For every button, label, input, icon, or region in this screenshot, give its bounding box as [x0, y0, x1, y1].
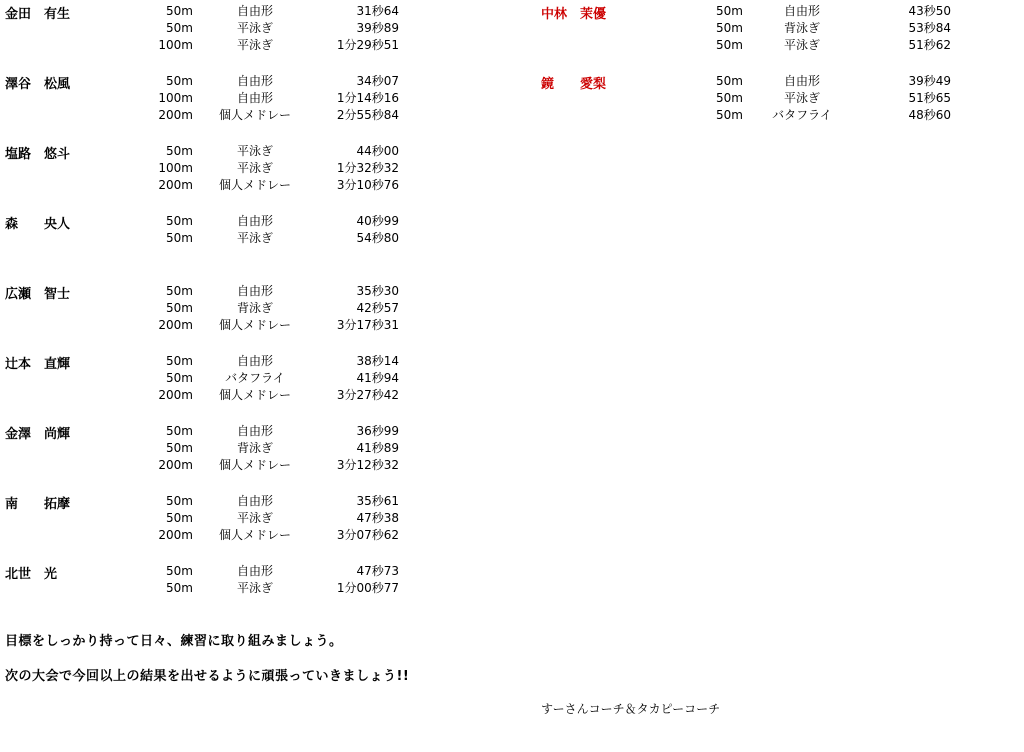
- result-row: [5, 527, 400, 544]
- result-time: 41秒89: [356, 441, 399, 455]
- result-time: 31秒64: [356, 4, 399, 18]
- result-time: 34秒07: [356, 74, 399, 88]
- swimmer-block: [5, 563, 400, 601]
- result-distance: 50m: [716, 4, 743, 18]
- result-distance: 50m: [166, 564, 193, 578]
- result-event: 背泳ぎ: [783, 21, 820, 35]
- swimmer-block: [5, 213, 400, 251]
- result-time: 48秒60: [908, 108, 951, 122]
- result-row: [541, 20, 961, 37]
- result-event: 平泳ぎ: [236, 144, 273, 158]
- result-event: 平泳ぎ: [783, 38, 820, 52]
- swimmer-block: [5, 3, 400, 58]
- result-row: [5, 230, 400, 247]
- coach-signature: すーさんコーチ＆タカピーコーチ: [541, 702, 721, 716]
- result-distance: 50m: [716, 38, 743, 52]
- result-distance: 50m: [166, 74, 193, 88]
- result-event: 自由形: [236, 214, 273, 228]
- result-event: 自由形: [236, 4, 273, 18]
- result-row: [5, 440, 400, 457]
- result-event: 自由形: [236, 284, 273, 298]
- result-distance: 50m: [716, 108, 743, 122]
- result-time: 35秒30: [356, 284, 399, 298]
- result-time: 51秒62: [908, 38, 951, 52]
- result-event: 自由形: [783, 4, 820, 18]
- swimmer-name: 鏡 愛梨: [541, 77, 607, 92]
- result-distance: 50m: [716, 74, 743, 88]
- result-event: 自由形: [236, 424, 273, 438]
- result-event: 自由形: [236, 564, 273, 578]
- result-distance: 50m: [166, 494, 193, 508]
- result-distance: 50m: [166, 371, 193, 385]
- result-event: 平泳ぎ: [236, 231, 273, 245]
- result-time: 43秒50: [908, 4, 951, 18]
- swimmer-block: [541, 73, 961, 128]
- swimmer-block: [5, 493, 400, 548]
- result-distance: 50m: [166, 581, 193, 595]
- result-distance: 200m: [158, 458, 193, 472]
- result-event: 自由形: [236, 494, 273, 508]
- result-time: 1分29秒51: [336, 38, 399, 52]
- result-row: [5, 143, 400, 160]
- result-time: 1分32秒32: [336, 161, 399, 175]
- result-row: [5, 213, 400, 230]
- result-row: [5, 423, 400, 440]
- result-row: [5, 387, 400, 404]
- result-time: 3分27秒42: [336, 388, 399, 402]
- result-event: 個人メドレー: [218, 388, 291, 402]
- result-time: 47秒73: [356, 564, 399, 578]
- result-time: 3分12秒32: [336, 458, 399, 472]
- result-event: 個人メドレー: [218, 318, 291, 332]
- result-distance: 50m: [166, 4, 193, 18]
- result-time: 54秒80: [356, 231, 399, 245]
- result-time: 41秒94: [356, 371, 399, 385]
- result-distance: 100m: [158, 91, 193, 105]
- result-row: [5, 3, 400, 20]
- result-row: [5, 457, 400, 474]
- result-distance: 100m: [158, 161, 193, 175]
- result-row: [5, 90, 400, 107]
- result-event: 個人メドレー: [218, 458, 291, 472]
- result-row: [541, 73, 961, 90]
- result-time: 2分55秒84: [336, 108, 399, 122]
- result-time: 42秒57: [356, 301, 399, 315]
- result-event: 平泳ぎ: [236, 21, 273, 35]
- result-event: 平泳ぎ: [236, 581, 273, 595]
- result-distance: 200m: [158, 108, 193, 122]
- swimmer-name: 辻本 直輝: [5, 357, 71, 372]
- result-time: 1分00秒77: [336, 581, 399, 595]
- result-event: 自由形: [783, 74, 820, 88]
- result-row: [541, 37, 961, 54]
- result-time: 40秒99: [356, 214, 399, 228]
- result-distance: 50m: [166, 144, 193, 158]
- result-time: 38秒14: [356, 354, 399, 368]
- result-row: [5, 160, 400, 177]
- result-event: バタフライ: [772, 108, 832, 122]
- result-distance: 50m: [166, 214, 193, 228]
- result-distance: 50m: [166, 354, 193, 368]
- result-distance: 200m: [158, 178, 193, 192]
- result-event: 個人メドレー: [218, 108, 291, 122]
- result-row: [5, 300, 400, 317]
- result-time: 3分07秒62: [336, 528, 399, 542]
- swimmer-name: 塩路 悠斗: [5, 147, 71, 162]
- result-event: 平泳ぎ: [236, 38, 273, 52]
- result-row: [5, 353, 400, 370]
- result-time: 51秒65: [908, 91, 951, 105]
- result-event: 背泳ぎ: [236, 301, 273, 315]
- result-event: 自由形: [236, 74, 273, 88]
- result-event: 平泳ぎ: [236, 511, 273, 525]
- result-distance: 50m: [166, 301, 193, 315]
- result-distance: 50m: [716, 91, 743, 105]
- result-row: [5, 370, 400, 387]
- result-row: [5, 177, 400, 194]
- result-time: 3分17秒31: [336, 318, 399, 332]
- result-row: [5, 283, 400, 300]
- result-row: [5, 20, 400, 37]
- swimmer-block: [5, 73, 400, 128]
- result-row: [5, 73, 400, 90]
- result-event: バタフライ: [225, 371, 285, 385]
- result-distance: 200m: [158, 318, 193, 332]
- result-row: [5, 107, 400, 124]
- message-goal: 目標をしっかり持って日々、練習に取り組みましょう。: [5, 634, 343, 649]
- swimmer-name: 中林 茉優: [541, 7, 607, 22]
- swimmer-name: 広瀬 智士: [5, 287, 71, 302]
- result-distance: 200m: [158, 388, 193, 402]
- result-distance: 50m: [166, 441, 193, 455]
- result-row: [5, 37, 400, 54]
- result-time: 1分14秒16: [336, 91, 399, 105]
- swimmer-name: 金澤 尚輝: [5, 427, 71, 442]
- result-event: 背泳ぎ: [236, 441, 273, 455]
- result-time: 39秒49: [908, 74, 951, 88]
- swimmer-name: 金田 有生: [5, 7, 71, 22]
- result-distance: 50m: [716, 21, 743, 35]
- result-row: [5, 317, 400, 334]
- result-row: [541, 3, 961, 20]
- swimmer-name: 森 央人: [5, 217, 71, 232]
- swimmer-name: 南 拓摩: [5, 497, 71, 512]
- result-row: [541, 107, 961, 124]
- result-event: 自由形: [236, 354, 273, 368]
- result-time: 36秒99: [356, 424, 399, 438]
- result-time: 35秒61: [356, 494, 399, 508]
- result-time: 53秒84: [908, 21, 951, 35]
- swimmer-name: 北世 光: [5, 567, 58, 582]
- message-next-meet: 次の大会で今回以上の結果を出せるように頑張っていきましょう!!: [5, 669, 410, 684]
- result-event: 個人メドレー: [218, 178, 291, 192]
- result-distance: 50m: [166, 21, 193, 35]
- swimmer-block: [5, 353, 400, 408]
- swimmer-block: [541, 3, 961, 58]
- result-time: 39秒89: [356, 21, 399, 35]
- result-event: 個人メドレー: [218, 528, 291, 542]
- result-row: [5, 563, 400, 580]
- result-event: 平泳ぎ: [236, 161, 273, 175]
- result-row: [5, 510, 400, 527]
- result-distance: 50m: [166, 424, 193, 438]
- result-distance: 200m: [158, 528, 193, 542]
- swimmer-name: 澤谷 松風: [5, 77, 71, 92]
- result-event: 自由形: [236, 91, 273, 105]
- result-row: [5, 493, 400, 510]
- result-event: 平泳ぎ: [783, 91, 820, 105]
- swimmer-block: [5, 423, 400, 478]
- result-distance: 50m: [166, 511, 193, 525]
- result-distance: 100m: [158, 38, 193, 52]
- result-time: 44秒00: [356, 144, 399, 158]
- result-row: [5, 580, 400, 597]
- result-time: 3分10秒76: [336, 178, 399, 192]
- swimmer-block: [5, 143, 400, 198]
- result-time: 47秒38: [356, 511, 399, 525]
- result-distance: 50m: [166, 231, 193, 245]
- result-distance: 50m: [166, 284, 193, 298]
- result-row: [541, 90, 961, 107]
- swimmer-block: [5, 283, 400, 338]
